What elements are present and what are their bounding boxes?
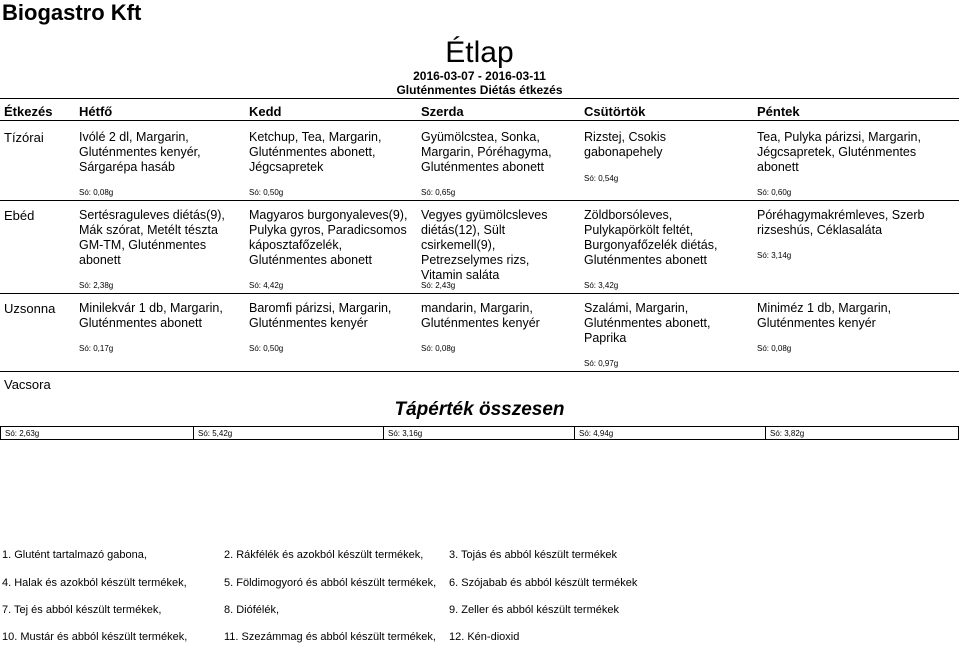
menu-cell: Zöldborsóleves, Pulykapörkölt feltét, Burgonyafőzelék diétás, Gluténmentes abonett: [584, 208, 718, 267]
menu-cell: Tea, Pulyka párizsi, Margarin, Jégcsapretek, Gluténmentes abonett: [757, 130, 921, 174]
menu-cell: Sertésraguleves diétás(9), Mák szórat, Metélt tészta GM-TM, Gluténmentes abonett: [79, 208, 225, 267]
salt-value: Só: 4,42g: [249, 281, 284, 290]
meal-name: Uzsonna: [4, 301, 56, 316]
salt-value: Só: 0,08g: [757, 344, 792, 353]
salt-value: Só: 0,17g: [79, 344, 114, 353]
total-salt: Só: 5,42g: [193, 426, 384, 440]
menu-cell: Minilekvár 1 db, Margarin, Gluténmentes abonett: [79, 301, 223, 330]
salt-value: Só: 2,38g: [79, 281, 114, 290]
total-salt: Só: 3,82g: [765, 426, 959, 440]
allergen-item: 6. Szójabab és abból készült termékek: [449, 577, 638, 589]
allergen-item: 1. Glutént tartalmazó gabona,: [2, 549, 147, 561]
allergen-item: 2. Rákfélék és azokból készült termékek,: [224, 549, 424, 561]
page-title: Étlap: [445, 36, 514, 69]
meal-name: Ebéd: [4, 208, 35, 223]
menu-cell: Baromfi párizsi, Margarin, Gluténmentes kenyér: [249, 301, 392, 330]
totals-title: Tápérték összesen: [394, 399, 565, 420]
diet-type: Gluténmentes Diétás étkezés: [396, 83, 563, 97]
meal-name: Vacsora: [4, 377, 51, 392]
salt-value: Só: 3,14g: [757, 251, 792, 260]
header-meal: Étkezés: [4, 104, 53, 119]
menu-cell: Szalámi, Margarin, Gluténmentes abonett, Paprika: [584, 301, 711, 345]
menu-cell: Miniméz 1 db, Margarin, Gluténmentes kenyér: [757, 301, 892, 330]
salt-value: Só: 0,08g: [79, 188, 114, 197]
allergen-item: 8. Diófélék,: [224, 604, 280, 616]
menu-cell: Ketchup, Tea, Margarin, Gluténmentes abonett, Jégcsapretek: [249, 130, 382, 174]
salt-value: Só: 0,50g: [249, 344, 284, 353]
header-tuesday: Kedd: [249, 104, 282, 119]
menu-cell: Vegyes gyümölcsleves diétás(12), Sült csirkemell(9), Petrezselymes rizs, Vitamin saláta: [421, 208, 548, 282]
total-salt: Só: 2,63g: [0, 426, 194, 440]
salt-value: Só: 3,42g: [584, 281, 619, 290]
total-salt: Só: 4,94g: [574, 426, 766, 440]
divider: [0, 98, 959, 99]
divider: [0, 200, 959, 201]
salt-value: Só: 0,97g: [584, 359, 619, 368]
allergen-item: 3. Tojás és abból készült termékek: [449, 549, 617, 561]
allergen-item: 9. Zeller és abból készült termékek: [449, 604, 619, 616]
allergen-item: 11. Szezámmag és abból készült termékek,: [224, 631, 436, 643]
salt-value: Só: 0,08g: [421, 344, 456, 353]
header-monday: Hétfő: [79, 104, 113, 119]
allergen-item: 4. Halak és azokból készült termékek,: [2, 577, 187, 589]
salt-value: Só: 0,50g: [249, 188, 284, 197]
total-salt: Só: 3,16g: [383, 426, 575, 440]
divider: [0, 371, 959, 372]
menu-cell: Magyaros burgonyaleves(9), Pulyka gyros, Paradicsomos káposztafőzelék, Gluténmentes abonett: [249, 208, 408, 267]
allergen-item: 10. Mustár és abból készült termékek,: [2, 631, 188, 643]
menu-cell: mandarin, Margarin, Gluténmentes kenyér: [421, 301, 540, 330]
menu-cell: Rizstej, Csokis gabonapehely: [584, 130, 666, 159]
menu-cell: Ivólé 2 dl, Margarin, Gluténmentes kenyér, Sárgarépa hasáb: [79, 130, 201, 174]
meal-name: Tízórai: [4, 130, 44, 145]
menu-cell: Gyümölcstea, Sonka, Margarin, Póréhagyma, Gluténmentes abonett: [421, 130, 552, 174]
divider: [0, 293, 959, 294]
header-thursday: Csütörtök: [584, 104, 646, 119]
header-friday: Péntek: [757, 104, 800, 119]
salt-value: Só: 2,43g: [421, 281, 456, 290]
header-wednesday: Szerda: [421, 104, 464, 119]
allergen-item: 7. Tej és abból készült termékek,: [2, 604, 162, 616]
divider: [0, 120, 959, 121]
allergen-item: 12. Kén-dioxid: [449, 631, 520, 643]
date-range: 2016-03-07 - 2016-03-11: [413, 69, 546, 83]
salt-value: Só: 0,65g: [421, 188, 456, 197]
salt-value: Só: 0,60g: [757, 188, 792, 197]
company-name: Biogastro Kft: [2, 0, 142, 25]
salt-value: Só: 0,54g: [584, 174, 619, 183]
allergen-item: 5. Földimogyoró és abból készült termékek,: [224, 577, 437, 589]
menu-cell: Póréhagymakrémleves, Szerb rizseshús, Céklasaláta: [757, 208, 925, 237]
